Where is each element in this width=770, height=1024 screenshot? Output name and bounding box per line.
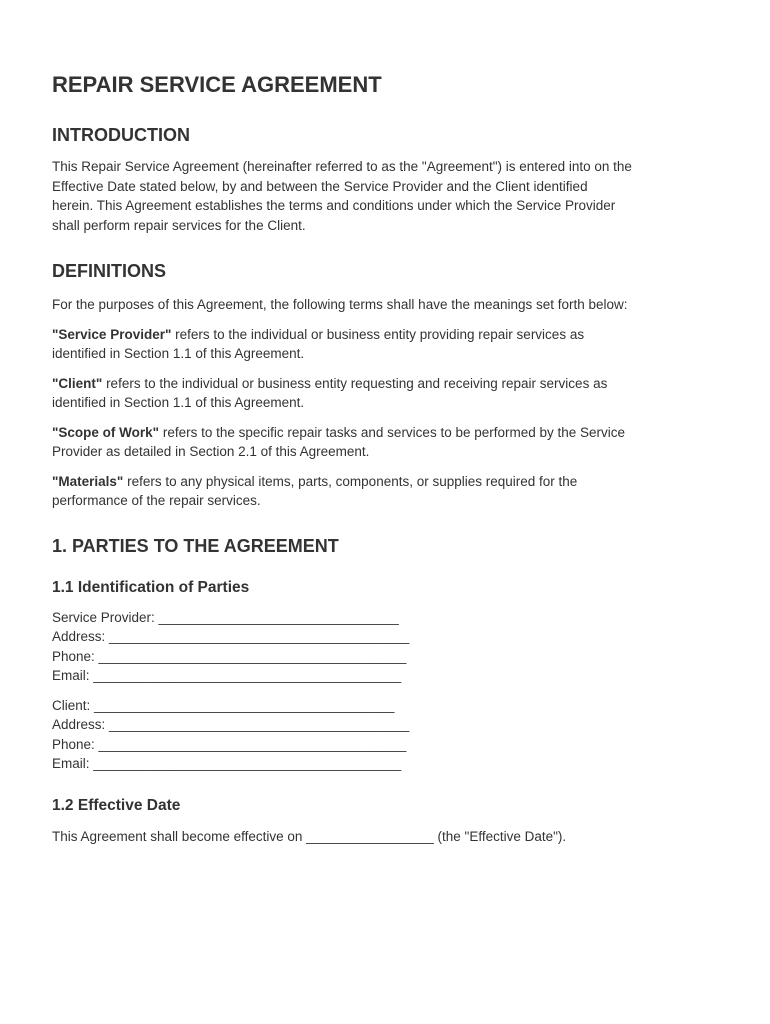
definition-term: "Scope of Work" [52,424,160,440]
client-fields [52,696,730,774]
provider-address-field[interactable]: Address: ________________________________________ [52,629,410,644]
definition-line: identified in Section 1.1 of this Agreement. [52,346,305,361]
provider-phone-field[interactable]: Phone: _________________________________________ [52,648,407,664]
definition-item [52,472,730,511]
service-provider-fields [52,608,730,686]
client-email-field[interactable]: Email: _________________________________________ [52,756,402,771]
definition-term: "Materials" [52,473,124,489]
client-name-field[interactable]: Client: ________________________________________ [52,697,395,713]
client-address-field[interactable]: Address: ________________________________________ [52,717,410,732]
paragraph-line: This Repair Service Agreement (hereinafter referred to as the "Agreement") is entered into on the [52,159,632,174]
provider-name-field[interactable]: Service Provider: ________________________________ [52,609,399,625]
introduction-body [52,157,730,235]
introduction-heading: INTRODUCTION [52,125,190,145]
definition-line [52,472,730,492]
definition-term: "Client" [52,375,103,391]
paragraph-line: shall perform repair services for the Client. [52,217,306,233]
definition-line [52,423,730,443]
effective-date-heading: 1.2 Effective Date [52,796,181,814]
definition-line: identified in Section 1.1 of this Agreement. [52,395,305,410]
definition-item [52,423,730,462]
definition-text: refers to the individual or business entity providing repair services as [171,326,585,342]
definitions-heading: DEFINITIONS [52,261,167,281]
client-phone-field[interactable]: Phone: _________________________________________ [52,736,407,752]
parties-heading: 1. PARTIES TO THE AGREEMENT [52,535,339,556]
definition-line [52,325,730,345]
identification-heading: 1.1 Identification of Parties [52,578,250,596]
definition-text: refers to any physical items, parts, components, or supplies required for the [123,473,578,489]
definitions-lead: For the purposes of this Agreement, the following terms shall have the meanings set forth below: [52,297,628,312]
definition-item [52,325,730,364]
definition-text: refers to the individual or business entity requesting and receiving repair services as [102,375,608,391]
definition-text: refers to the specific repair tasks and services to be performed by the Service [159,424,626,440]
definition-item [52,374,730,413]
definition-line: Provider as detailed in Section 2.1 of this Agreement. [52,444,370,459]
definition-line: performance of the repair services. [52,493,261,508]
definition-term: "Service Provider" [52,326,172,342]
paragraph-line: herein. This Agreement establishes the terms and conditions under which the Service Provider [52,198,616,213]
effective-date-text[interactable]: This Agreement shall become effective on _________________ (the "Effective Date"). [52,828,567,844]
provider-email-field[interactable]: Email: _________________________________________ [52,668,402,683]
paragraph-line: Effective Date stated below, by and between the Service Provider and the Client identified [52,178,588,194]
document-title: REPAIR SERVICE AGREEMENT [52,72,382,97]
definition-line [52,374,730,394]
